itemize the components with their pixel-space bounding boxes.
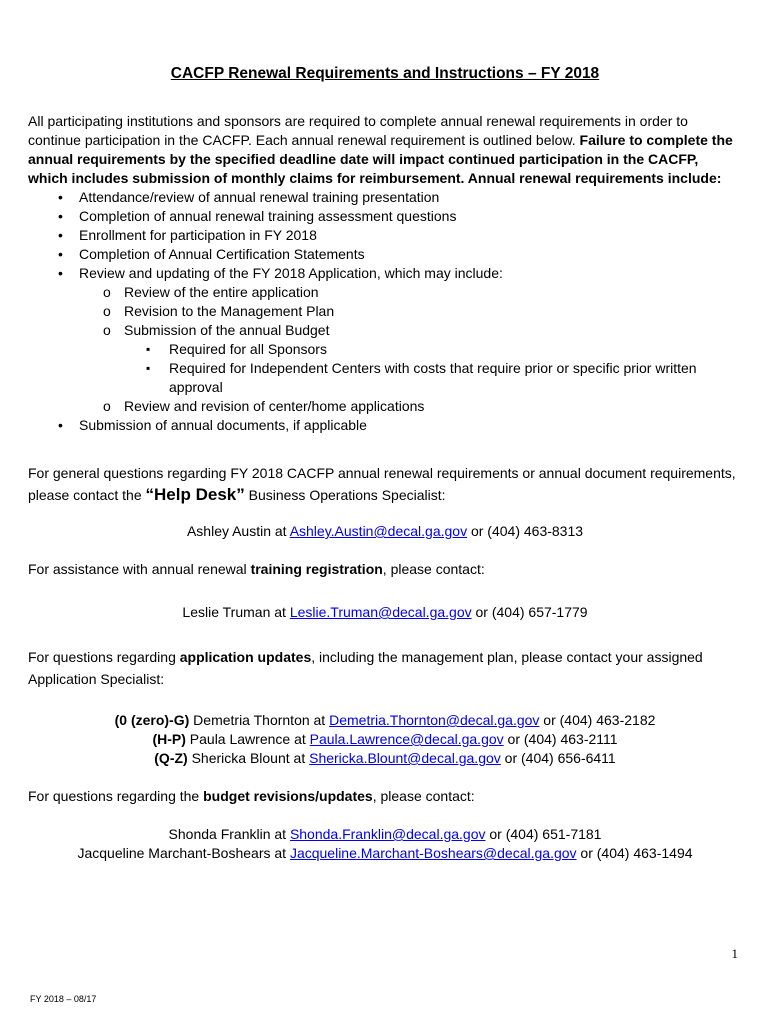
page-number: 1 [731, 946, 738, 961]
sublist-item [79, 283, 740, 302]
footer-text: FY 2018 – 08/17 [30, 994, 97, 1004]
list-item [28, 264, 740, 416]
contact-phone: or (404) 463-2111 [503, 731, 618, 747]
intro-text: All participating institutions and sponsors are required to complete annual renewal requirements in order to continue participation in the CACFP. Each annual renewal requirement is outlined below. [28, 113, 688, 148]
budget-sublist [124, 340, 740, 397]
application-contact [0, 730, 770, 749]
contact-phone: or (404) 657-1779 [471, 604, 588, 620]
email-link[interactable]: Shericka.Blount@decal.ga.gov [309, 750, 501, 766]
helpdesk-label: “Help Desk” [145, 485, 245, 504]
training-bold: training registration [250, 561, 383, 577]
contact-range: (0 (zero)-G) [114, 712, 190, 728]
list-item-text: Completion of Annual Certification Statements [79, 246, 365, 262]
contact-name: Paula Lawrence at [185, 731, 310, 747]
contact-name: Leslie Truman at [182, 604, 290, 620]
contact-phone: or (404) 656-6411 [500, 750, 616, 766]
training-contact [0, 603, 770, 622]
list-item [28, 245, 740, 264]
contact-phone: or (404) 651-7181 [485, 826, 602, 842]
email-link[interactable]: Jacqueline.Marchant-Boshears@decal.ga.gov [289, 845, 577, 861]
list-item-text: Attendance/review of annual renewal training presentation [79, 189, 440, 205]
email-link[interactable]: Leslie.Truman@decal.ga.gov [289, 604, 472, 620]
email-link[interactable]: Demetria.Thornton@decal.ga.gov [329, 712, 540, 728]
contact-name: Shericka Blount at [187, 750, 310, 766]
sublist-item [79, 321, 740, 397]
sublist-item [79, 302, 740, 321]
contact-name: Ashley Austin at [186, 523, 290, 539]
general-text-end: Business Operations Specialist: [244, 487, 446, 503]
intro-bold-text: Failure to complete the annual requirements by the specified deadline date will impact continued participation in the CACFP, which includes submission of monthly claims for reimbursement. Annual renewal requirements include: [28, 132, 733, 186]
training-text: For assistance with annual renewal [28, 561, 251, 577]
application-text-end: , including the management plan, please contact your assigned Application Specialist: [28, 649, 703, 687]
sub-sublist-item-text: Required for all Sponsors [169, 341, 327, 357]
sublist-item-text: Review and revision of center/home applications [124, 398, 425, 414]
sub-sublist-item-text: Required for Independent Centers with costs that require prior or specific prior written approval [169, 360, 697, 395]
sublist-item-text: Review of the entire application [124, 284, 319, 300]
sublist-item-text: Submission of the annual Budget [124, 322, 330, 338]
contact-name: Shonda Franklin at [168, 826, 290, 842]
application-contact [0, 711, 770, 730]
sublist-item-text: Revision to the Management Plan [124, 303, 335, 319]
budget-text: For questions regarding the [28, 788, 204, 804]
contact-range: (H-P) [152, 731, 186, 747]
list-item [28, 416, 740, 435]
contact-phone: or (404) 463-2182 [539, 712, 656, 728]
list-item-text: Submission of annual documents, if applicable [79, 417, 367, 433]
requirements-list [28, 188, 740, 435]
budget-contact [0, 825, 770, 844]
budget-bold: budget revisions/updates [203, 788, 373, 804]
general-questions-paragraph [28, 462, 740, 506]
training-paragraph [28, 560, 740, 579]
sub-sublist-item [124, 340, 740, 359]
application-sublist [79, 283, 740, 416]
contact-name: Jacqueline Marchant-Boshears at [77, 845, 290, 861]
contact-phone: or (404) 463-8313 [467, 523, 584, 539]
budget-paragraph [28, 787, 740, 806]
list-item-text: Completion of annual renewal training assessment questions [79, 208, 457, 224]
application-text: For questions regarding [28, 649, 180, 665]
list-item [28, 207, 740, 226]
general-text: For general questions regarding FY 2018 CACFP annual renewal requirements or annual document requirements, please contact the [28, 465, 736, 503]
sub-sublist-item [124, 359, 740, 397]
contact-name: Demetria Thornton at [189, 712, 330, 728]
application-contact [0, 749, 770, 768]
intro-paragraph [28, 112, 740, 188]
list-item [28, 226, 740, 245]
application-bold: application updates [179, 649, 312, 665]
contact-range: (Q-Z) [154, 750, 188, 766]
training-text-end: , please contact: [382, 561, 485, 577]
list-item-text: Enrollment for participation in FY 2018 [79, 227, 317, 243]
document-title: CACFP Renewal Requirements and Instructions – FY 2018 [170, 65, 600, 82]
contact-phone: or (404) 463-1494 [576, 845, 693, 861]
budget-text-end: , please contact: [372, 788, 475, 804]
email-link[interactable]: Shonda.Franklin@decal.ga.gov [289, 826, 486, 842]
intro-section [28, 112, 740, 435]
email-link[interactable]: Ashley.Austin@decal.ga.gov [289, 523, 468, 539]
budget-contact [0, 844, 770, 863]
email-link[interactable]: Paula.Lawrence@decal.ga.gov [309, 731, 504, 747]
list-item-text: Review and updating of the FY 2018 Application, which may include: [79, 265, 503, 281]
helpdesk-contact [0, 522, 770, 541]
list-item [28, 188, 740, 207]
sublist-item [79, 397, 740, 416]
application-paragraph [28, 646, 740, 690]
